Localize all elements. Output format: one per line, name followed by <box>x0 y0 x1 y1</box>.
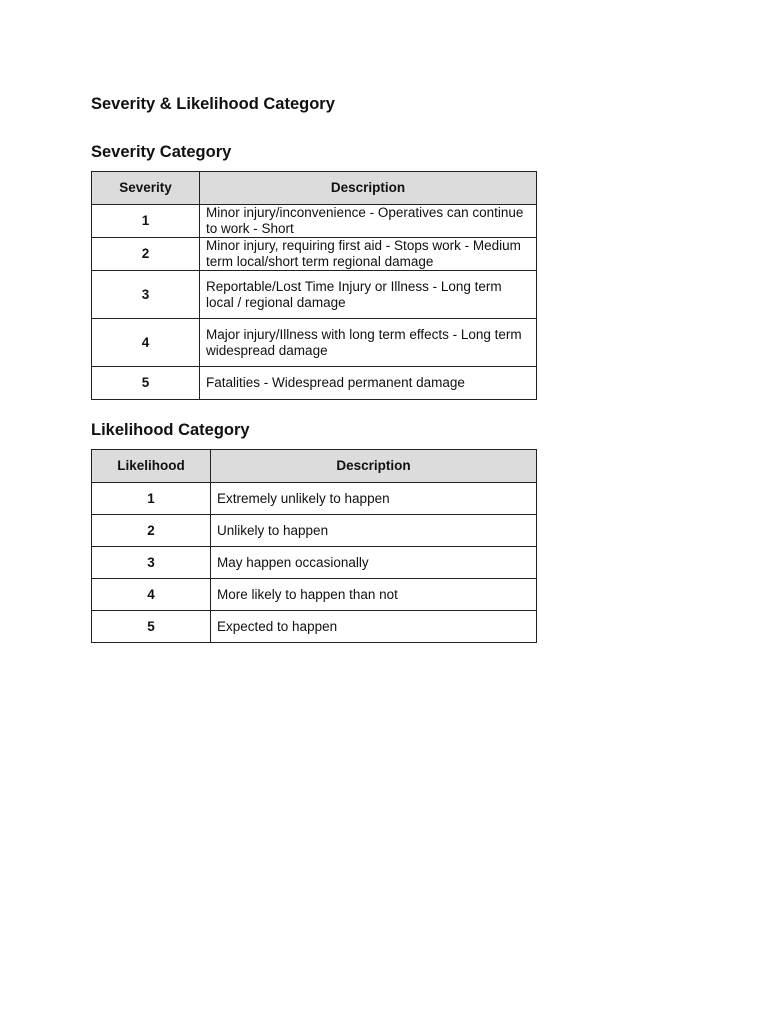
table-row <box>92 611 537 643</box>
likelihood-level: 4 <box>92 579 211 611</box>
table-row <box>92 579 537 611</box>
column-header-description: Description <box>200 172 537 205</box>
likelihood-level: 2 <box>92 515 211 547</box>
table-header-row <box>92 172 537 205</box>
severity-description: Minor injury/inconvenience - Operatives can continue to work - Short <box>200 205 537 238</box>
likelihood-description: Extremely unlikely to happen <box>211 483 537 515</box>
table-row <box>92 515 537 547</box>
likelihood-level: 3 <box>92 547 211 579</box>
table-row <box>92 483 537 515</box>
table-row <box>92 319 537 367</box>
severity-level: 1 <box>92 205 200 238</box>
table-row <box>92 547 537 579</box>
table-row <box>92 367 537 400</box>
severity-category-heading: Severity Category <box>91 143 232 161</box>
severity-level: 3 <box>92 271 200 319</box>
table-row <box>92 238 537 271</box>
likelihood-category-heading: Likelihood Category <box>91 421 250 439</box>
likelihood-description: Unlikely to happen <box>211 515 537 547</box>
likelihood-level: 1 <box>92 483 211 515</box>
severity-description: Reportable/Lost Time Injury or Illness - Long term local / regional damage <box>200 271 537 319</box>
table-header-row <box>92 450 537 483</box>
likelihood-level: 5 <box>92 611 211 643</box>
likelihood-description: Expected to happen <box>211 611 537 643</box>
likelihood-description: May happen occasionally <box>211 547 537 579</box>
column-header-likelihood: Likelihood <box>92 450 211 483</box>
severity-description: Fatalities - Widespread permanent damage <box>200 367 537 400</box>
likelihood-description: More likely to happen than not <box>211 579 537 611</box>
column-header-severity: Severity <box>92 172 200 205</box>
severity-level: 5 <box>92 367 200 400</box>
table-row <box>92 205 537 238</box>
column-header-description: Description <box>211 450 537 483</box>
severity-table <box>91 171 537 400</box>
page-title: Severity & Likelihood Category <box>91 95 335 113</box>
severity-description: Major injury/Illness with long term effects - Long term widespread damage <box>200 319 537 367</box>
severity-description: Minor injury, requiring first aid - Stops work - Medium term local/short term regional damage <box>200 238 537 271</box>
likelihood-table <box>91 449 537 643</box>
table-row <box>92 271 537 319</box>
severity-level: 4 <box>92 319 200 367</box>
severity-level: 2 <box>92 238 200 271</box>
